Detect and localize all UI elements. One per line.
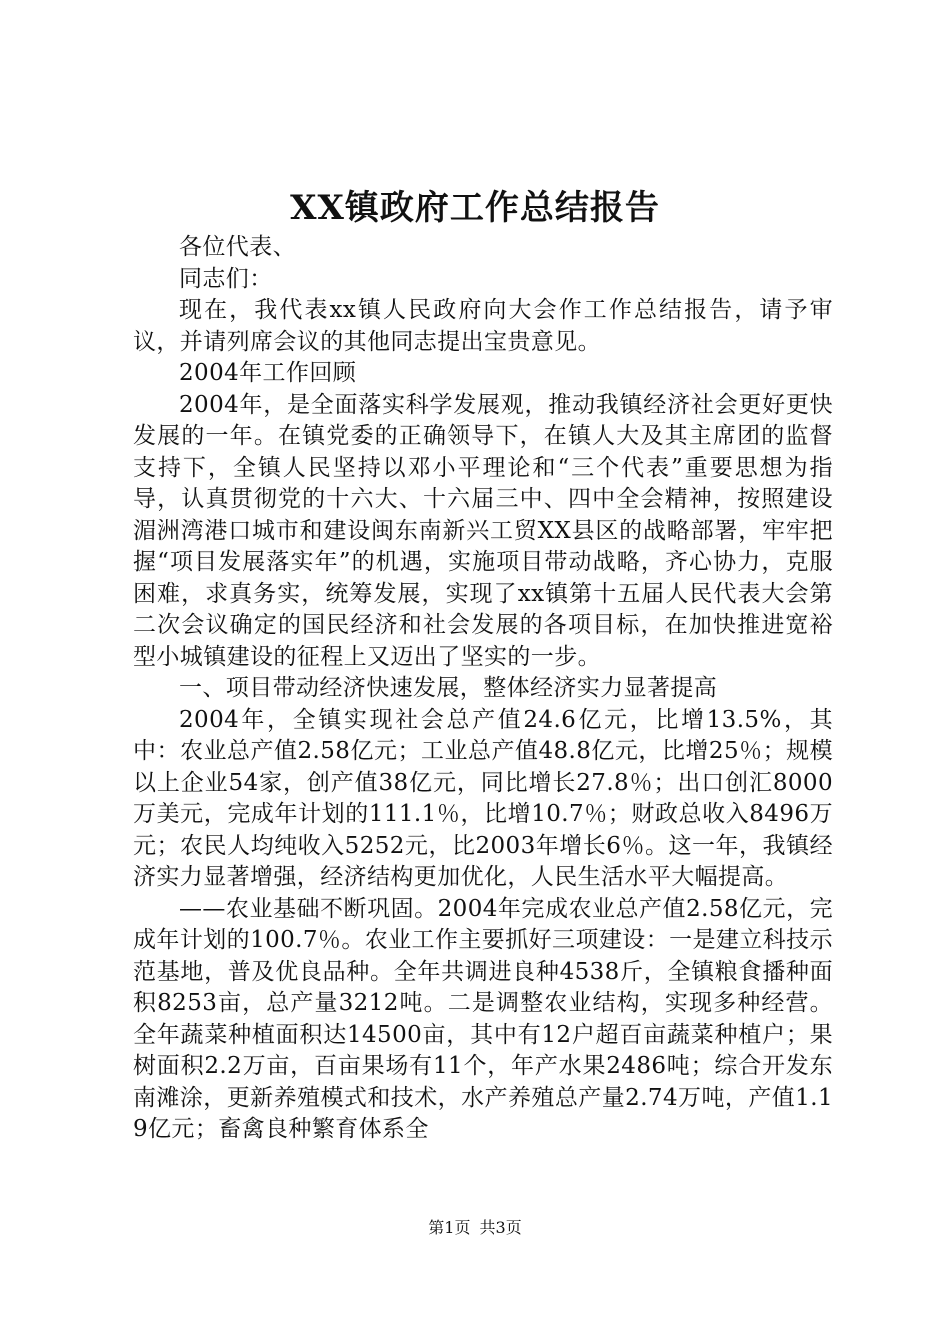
agriculture-paragraph: ——农业基础不断巩固。2004年完成农业总产值2.58亿元，完成年计划的100.7％。农业工作主要抓好三项建设：一是建立科技示范基地，普及优良品种。全年共调进良种4538斤，全镇粮食播种面积8253亩，总产量3212吨。二是调整农业结构，实现多种经营。全年蔬菜种植面积达14500亩，其中有12户超百亩蔬菜种植户；果树面积2.2万亩，百亩果场有11个，年产水果2486吨；综合开发东南滩涂，更新养殖模式和技术，水产养殖总产量2.74万吨，产值1.19亿元；畜禽良种繁育体系全 (133, 895, 833, 1142)
salutation-line-2: 同志们： (179, 265, 273, 292)
section-heading-economy: 一、项目带动经济快速发展，整体经济实力显著提高 (179, 675, 718, 701)
page-total: 共3页 (479, 1218, 522, 1237)
page-number: 第1页 (428, 1218, 471, 1237)
economy-paragraph: 2004年，全镇实现社会总产值24.6亿元，比增13.5%，其中：农业总产值2.58亿元；工业总产值48.8亿元，比增25％；规模以上企业54家，创产值38亿元，同比增长27.8％；出口创汇8000万美元，完成年计划的111.1％，比增10.7％；财政总收入8496万元；农民人均纯收入5252元，比2003年增长6％。这一年，我镇经济实力显著增强，经济结构更加优化，人民生活水平大幅提高。 (133, 706, 833, 890)
page-footer (0, 1216, 950, 1240)
review-paragraph: 2004年，是全面落实科学发展观，推动我镇经济社会更好更快发展的一年。在镇党委的正确领导下，在镇人大及其主席团的监督支持下，全镇人民坚持以邓小平理论和“三个代表”重要思想为指导，认真贯彻党的十六大、十六届三中、四中全会精神，按照建设湄洲湾港口城市和建设闽东南新兴工贸XX县区的战略部署，牢牢把握“项目发展落实年”的机遇，实施项目带动战略，齐心协力，克服困难，求真务实，统筹发展，实现了xx镇第十五届人民代表大会第二次会议确定的国民经济和社会发展的各项目标，在加快推进宽裕型小城镇建设的征程上又迈出了坚实的一步。 (133, 391, 833, 670)
section-heading-review: 2004年工作回顾 (179, 360, 357, 386)
document-body (133, 232, 833, 1146)
document-title: XX镇政府工作总结报告 (290, 188, 660, 228)
salutation-line-1: 各位代表、 (179, 234, 296, 260)
intro-paragraph: 现在，我代表xx镇人民政府向大会作工作总结报告，请予审议，并请列席会议的其他同志提出宝贵意见。 (133, 297, 833, 355)
